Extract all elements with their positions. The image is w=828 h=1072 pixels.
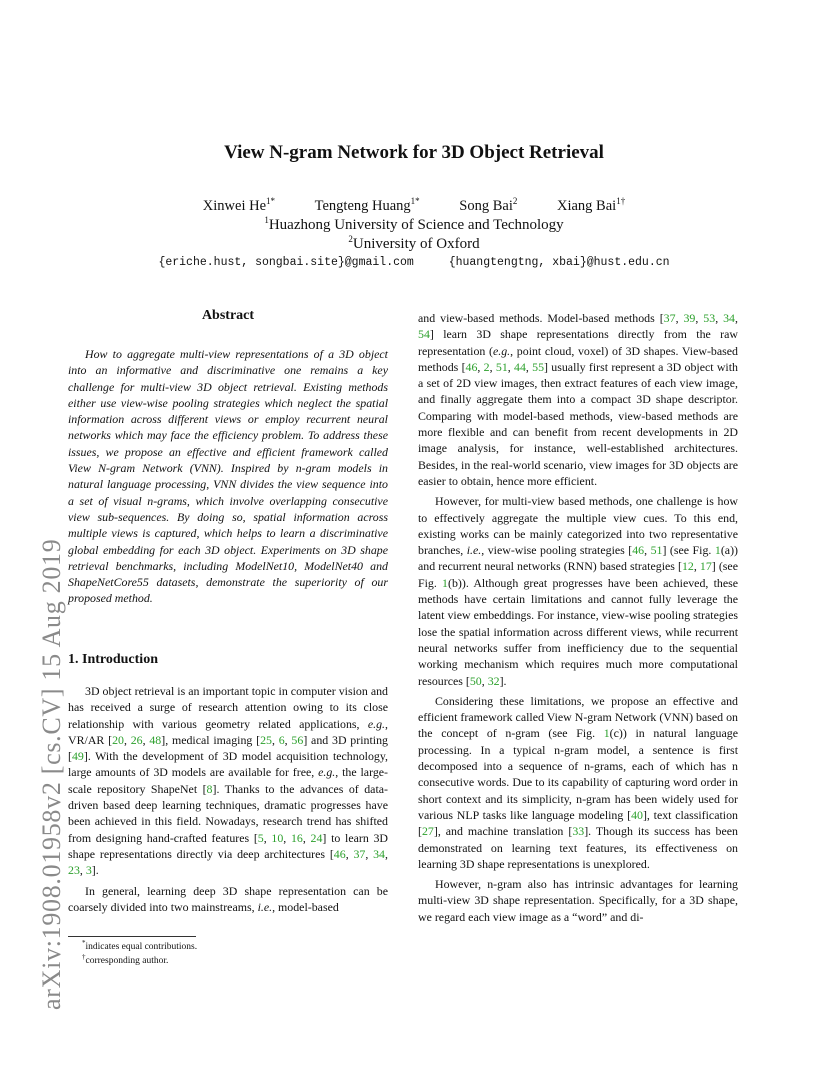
- citation-link[interactable]: 46: [333, 846, 346, 861]
- citation-link[interactable]: 37: [663, 311, 676, 325]
- paragraph: 3D object retrieval is an important topic in computer vision and has received a surge of research attention owing to its close relationship with various geometry related applications, e.g., VR/AR [20, 26, 48], medical imaging [25, 6, 56] and 3D printing [49]. With the development of 3D model acquisition technology, large amounts of 3D models are available for free, e.g., the large-scale repository ShapeNet [8]. Thanks to the advances of data-driven based deep learning techniques, dramatic progresses have been achieved in this field. Nowadays, research trend has shifted from designing hand-crafted features [5, 10, 16, 24] to learn 3D shape representations directly via deep architectures [46, 37, 34, 23, 3].: [68, 684, 389, 878]
- citation-link[interactable]: 23: [68, 863, 80, 878]
- citation-link[interactable]: 32: [487, 673, 500, 688]
- citation-link[interactable]: 37: [353, 846, 366, 861]
- citation-link[interactable]: 17: [699, 559, 712, 574]
- paragraph: However, for multi-view based methods, one challenge is how to effectively aggregate the multiple view cues. To this end, existing works can be mainly categorized into two representative branches, i.e., view-wise pooling strategies [46, 51] (see Fig. 1(a)) and recurrent neural networks (RNN) based strategies [12, 17] (see Fig. 1(b)). Although great progresses have been achieved, these methods have certain limitations and cannot fully leverage the latent view embeddings. For instance, view-wise pooling strategies lose the spatial information across different views, while recurrent neural networks suffer from inefficiency due to the sequential working mechanism which requires much more computational resources [50, 32].: [418, 494, 739, 688]
- citation-link[interactable]: 49: [71, 749, 84, 764]
- citation-link[interactable]: 5: [257, 830, 264, 845]
- citation-link[interactable]: 34: [723, 311, 735, 325]
- paragraph: Considering these limitations, we propose an effective and efficient framework called View N-gram Network (VNN) based on the concept of n-gram (see Fig. 1(c)) in natural language processing. In a typical n-gram model, a sentence is first decomposed into a sequence of n-grams, each of which has n consecutive words. Due to its capability of capturing word order in short context and its simplicity, n-gram has been widely used for various NLP tasks like language modeling [40], text classification [27], and machine translation [33]. Though its success has been demonstrated on learning text features, its effectiveness on learning 3D shape representations is unexplored.: [418, 693, 738, 871]
- paragraph: However, n-gram also has intrinsic advantages for learning multi-view 3D shape representation. Specifically, for a 3D shape, we regard each view image as a “word” and di-: [418, 877, 738, 924]
- email-list: [0, 256, 828, 269]
- author-name: Xinwei $He^{1*}$: [202, 196, 276, 214]
- paper-title: View N-gram Network for 3D Object Retrieval: [224, 142, 604, 163]
- arxiv-stamp[interactable]: arXiv:1908.01958v2 [cs.CV] 15 Aug 2019: [37, 538, 66, 1010]
- footnote: †corresponding author.: [82, 953, 169, 967]
- email[interactable]: {huangtengtng, xbai}@hust.edu.cn: [448, 256, 670, 269]
- citation-link[interactable]: 40: [631, 807, 643, 822]
- citation-link[interactable]: 46: [465, 359, 478, 374]
- footnote-rule: [68, 936, 196, 937]
- intro-text: [68, 683, 388, 915]
- citation-link[interactable]: 6: [278, 732, 285, 747]
- footnote: *indicates equal contributions.: [82, 939, 198, 953]
- figure-link[interactable]: 1: [603, 726, 610, 741]
- abstract-heading: Abstract: [201, 308, 255, 323]
- citation-link[interactable]: 50: [469, 673, 482, 688]
- citation-link[interactable]: 54: [418, 327, 430, 342]
- citation-link[interactable]: 34: [373, 846, 385, 861]
- author-name: Tengteng Huang$^{1*}$: [314, 196, 420, 214]
- author-name: Xiang Bai$^{1\dagger}$: [557, 196, 626, 214]
- citation-link[interactable]: 46: [632, 543, 645, 558]
- citation-link[interactable]: 51: [650, 543, 663, 558]
- citation-link[interactable]: 3: [85, 863, 92, 878]
- email[interactable]: {eriche.hust, songbai.site}@gmail.com: [158, 256, 414, 269]
- citation-link[interactable]: 55: [532, 359, 545, 374]
- right-column-text: [418, 310, 738, 925]
- citation-link[interactable]: 51: [495, 359, 508, 374]
- citation-link[interactable]: 25: [260, 732, 272, 747]
- paragraph: In general, learning deep 3D shape representation can be coarsely divided into two mainstreams, i.e., model-based: [68, 883, 388, 914]
- citation-link[interactable]: 20: [112, 732, 124, 747]
- citation-link[interactable]: 2: [483, 359, 490, 374]
- citation-link[interactable]: 53: [703, 311, 716, 325]
- affiliation: $^2$University of Oxford: [348, 234, 480, 252]
- citation-link[interactable]: 16: [290, 830, 303, 845]
- affiliation: $^1$Huazhong University of Science and Technology: [264, 215, 564, 233]
- citation-link[interactable]: 10: [271, 830, 284, 845]
- citation-link[interactable]: 56: [291, 732, 304, 747]
- citation-link[interactable]: 8: [206, 781, 213, 796]
- figure-link[interactable]: 1: [442, 575, 448, 590]
- citation-link[interactable]: 39: [683, 311, 696, 325]
- figure-link[interactable]: 1: [714, 543, 721, 558]
- citation-link[interactable]: 33: [572, 824, 585, 839]
- section-heading: 1. Introduction: [68, 652, 158, 667]
- paragraph: and view-based methods. Model-based methods [37, 39, 53, 34, 54] learn 3D shape representations directly from the raw representation (e.g., point cloud, voxel) of 3D shapes. View-based methods [46, 2, 51, 44, 55] usually first represent a 3D object with a set of 2D view images, then extract features of each view image, and finally aggregate them into a compact 3D shape descriptor. Comparing with model-based methods, view-based methods are more flexible and can benefit from recent developments in 2D image analysis, for instance, well-established architectures. Besides, in the real-world scenario, view images for 3D objects are easier to obtain, hence more efficient.: [418, 311, 738, 488]
- author-name: Song Bai$^2$: [459, 196, 518, 214]
- abstract-text: How to aggregate multi-view representations of a 3D object into an informative and discriminative one remains a key challenge for multi-view 3D object retrieval. Existing methods either use view-wise pooling strategies which neglect the spatial information across different views or employ recurrent neural networks which may face the efficiency problem. To address these issues, we propose an effective and efficient framework called View N-gram Network (VNN). Inspired by n-gram models in natural language processing, VNN divides the view sequence into a set of visual n-grams, which involve overlapping consecutive view sub-sequences. By doing so, spatial information across multiple views is captured, which helps to learn a discriminative global embedding for each 3D object. Experiments on 3D shape retrieval benchmarks, including ModelNet10, ModelNet40 and ShapeNetCore55 datasets, demonstrate the superiority of our proposed method.: [68, 347, 388, 606]
- citation-link[interactable]: 24: [310, 830, 323, 845]
- author-list: [0, 196, 828, 215]
- citation-link[interactable]: 12: [681, 559, 694, 574]
- citation-link[interactable]: 44: [514, 359, 526, 374]
- citation-link[interactable]: 26: [130, 732, 143, 747]
- citation-link[interactable]: 27: [421, 824, 434, 839]
- citation-link[interactable]: 48: [149, 732, 162, 747]
